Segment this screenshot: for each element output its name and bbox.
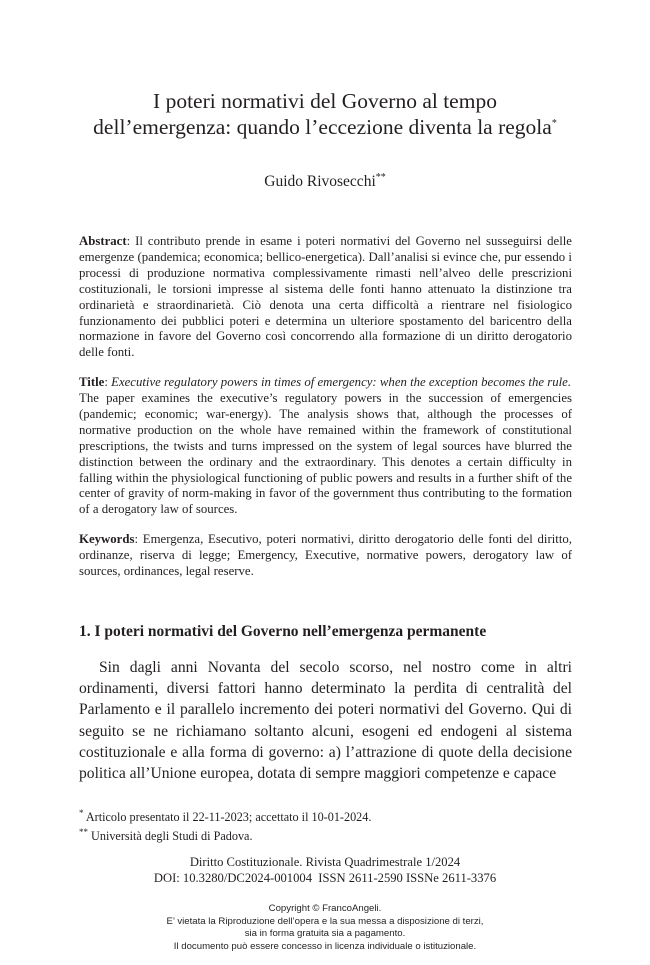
journal-title-line: Diritto Costituzionale. Rivista Quadrimestrale 1/2024 [189, 855, 461, 869]
copyright-line-3: sia in forma gratuita sia a pagamento. [244, 928, 406, 939]
section-heading: 1. I poteri normativi del Governo nell’emergenza permanente [79, 623, 487, 640]
footnotes [79, 808, 572, 846]
title-footnote-mark: * [551, 117, 557, 129]
copyright-line-2: E’ vietata la Riproduzione dell’opera e la sua messa a disposizione di terzi, [166, 915, 484, 927]
title-line-2: dell’emergenza: quando l’eccezione diventa la regola [93, 115, 552, 139]
footnote-1 [79, 808, 572, 827]
english-title-separator: : [104, 375, 112, 389]
body-paragraph: Sin dagli anni Novanta del secolo scorso, nel nostro come in altri ordinamenti, diversi fattori hanno determinato la perdita di centralità del Parlamento e il parallelo incremento dei poteri normativi del Governo. Qui di seguito se ne richiamano soltanto alcuni, esogeni ed endogeni al sistema costituzionale e alla forma di governo: a) l’attrazione di quote della decisione politica all’Unione europea, dotata di sempre maggiori competenze e capace [79, 659, 572, 783]
footnote-2-mark: ** [79, 826, 88, 837]
copyright-line-1: Copyright © FrancoAngeli. [268, 903, 382, 914]
english-title-line [79, 375, 572, 391]
title-line-1: I poteri normativi del Governo al tempo [153, 89, 497, 113]
footnote-1-text: Articolo presentato il 22-11-2023; accettato il 10-01-2024. [83, 810, 372, 824]
footnote-2 [79, 827, 572, 846]
journal-info [0, 854, 650, 886]
abstract-label: Abstract [79, 234, 127, 248]
copyright-line-4: Il documento può essere concesso in licenza individuale o istituzionale. [173, 940, 477, 952]
author-name: Guido Rivosecchi [264, 173, 376, 190]
abstract-text: : Il contributo prende in esame i poteri normativi del Governo nel susseguirsi delle emergenze (pandemica; economica; bellico-energetica). Dall’analisi si evince che, pur essendo i processi di produzione normativa complessivamente rimasti nell’alveo delle prescrizioni costituzionali, le torsioni impresse al sistema delle fonti hanno attenuato la distinzione tra ordinarietà e straordinarietà. Ciò denota una certa difficoltà a rientrare nel fisiologico funzionamento dei pubblici poteri e determina un ulteriore spostamento del baricentro della normazione in favore del Governo così concorrendo alla formazione di un diritto derogatorio delle fonti. [79, 234, 572, 360]
abstract-paragraph [79, 234, 572, 361]
english-title-text: Executive regulatory powers in times of emergency: when the exception becomes the rule. [111, 375, 572, 389]
english-abstract-paragraph: The paper examines the executive’s regulatory powers in the succession of emergencies (pandemic; economic; war-energy). The analysis shows that, although the processes of normative production on the whole have remained within the framework of constitutional prescriptions, the twists and turns impressed on the system of legal sources have blurred the distinction between the ordinary and the extraordinary. This denotes a certain difficulty in falling within the physiological functioning of public powers and results in a further shift of the center of gravity of norm-making in favor of the government thus contributing to the formation of a derogatory law of sources. [79, 391, 572, 517]
copyright-notice [0, 903, 650, 953]
author-line [60, 172, 590, 192]
article-title [60, 88, 590, 140]
keywords-paragraph [79, 532, 572, 580]
author-footnote-mark: ** [375, 171, 386, 183]
english-title-label: Title [79, 375, 105, 389]
journal-doi-line: DOI: 10.3280/DC2024-001004 ISSN 2611-2590 ISSNe 2611-3376 [153, 871, 497, 885]
footnote-2-text: Università degli Studi di Padova. [88, 829, 253, 843]
footnote-1-mark: * [79, 807, 84, 818]
keywords-label: Keywords [79, 532, 135, 546]
keywords-text: : Emergenza, Esecutivo, poteri normativi, diritto derogatorio delle fonti del diritto, ordinanze, riserva di legge; Emergency, Executive, normative powers, derogatory law of sources, ordinances, legal reserve. [79, 532, 572, 578]
